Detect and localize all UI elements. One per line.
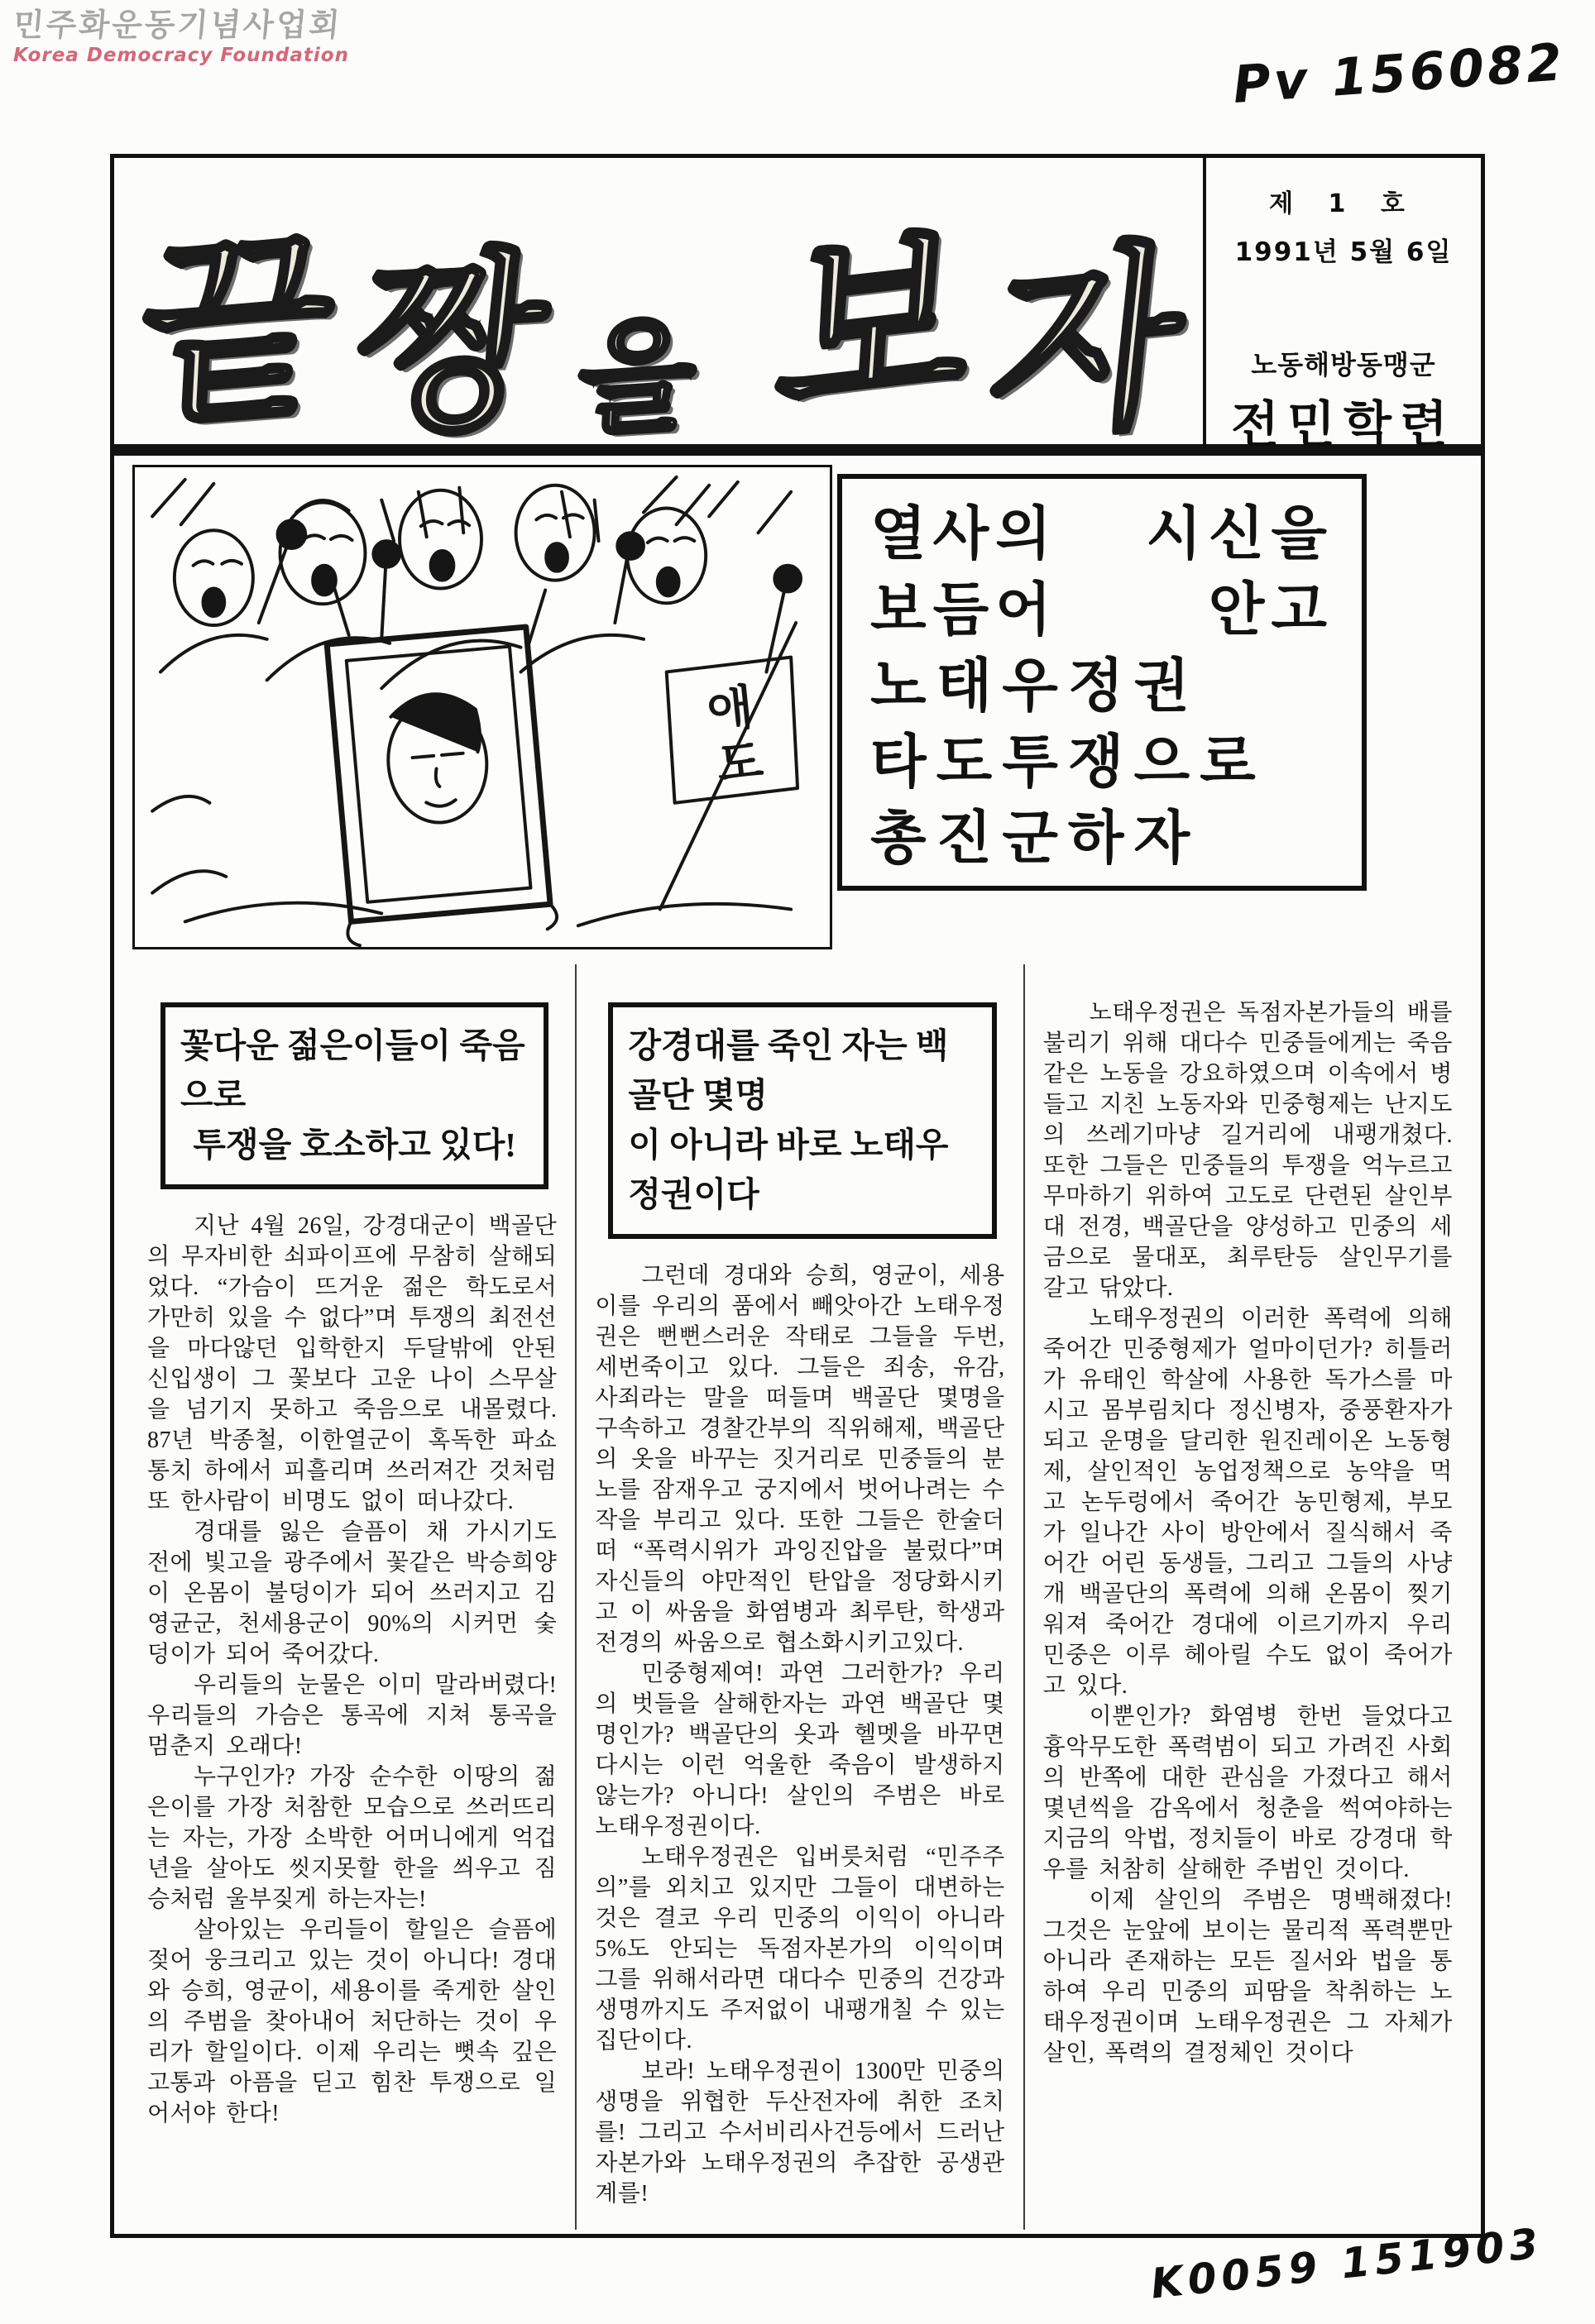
- lead-headline-word: 보듬어: [870, 579, 1058, 643]
- protest-illustration-drawing: [135, 467, 830, 947]
- body-paragraph: 경대를 잃은 슬픔이 채 가시기도 전에 빛고을 광주에서 꽃같은 박승희양이 온몸이 불덩이가 되어 쓰러지고 김영균군, 천세용군이 90%의 시커먼 숯덩이가 되어 죽어갔다.: [147, 1519, 558, 1667]
- lead-headline-line: [870, 497, 1334, 573]
- article-column-1: [129, 964, 575, 2230]
- body-paragraph: 지난 4월 26일, 강경대군이 백골단의 무자비한 쇠파이프에 무참히 살해되었다. “가슴이 뜨거운 젊은 학도로서 가만히 있을 수 없다”며 투쟁의 최전선을 마다않던 입학한지 두달밖에 안된 신입생이 그 꽃보다 고운 나이 스무살을 넘기지 못하고 죽음으로 내몰렸다. 87년 박종철, 이한열군이 혹독한 파쇼통치 하에서 피흘리며 쓰러져간 것처럼 또 한사람이 비명도 없이 떠나갔다.: [147, 1213, 558, 1514]
- masthead-title-char: 짱: [347, 229, 557, 461]
- lead-headline-line: [870, 725, 1334, 801]
- archive-logo-english: Korea Democracy Foundation: [13, 44, 349, 66]
- body-paragraph: 누구인가? 가장 순수한 이땅의 젊은이를 가장 처참한 모습으로 쓰러뜨리는 자는, 가장 소박한 어머니에게 억겁년을 살아도 씻지못할 한을 씌우고 짐승처럼 울부짖게 하는자는!: [147, 1764, 558, 1912]
- masthead-title: [119, 158, 1203, 467]
- column-headline-box: [608, 1002, 996, 1239]
- article-columns: [129, 964, 1471, 2230]
- column-headline-box: [160, 1002, 548, 1189]
- article-column-3: [1023, 964, 1471, 2230]
- lead-headline-line: [870, 649, 1334, 725]
- body-paragraph: 이뿐인가? 화염병 한번 들었다고 흉악무도한 폭력범이 되고 가려진 사회의 반쪽에 대한 관심을 가졌다고 해서 몇년씩을 감옥에서 청춘을 썩여야하는 지금의 악법, 정치들이 바로 강경대 학우를 처참히 살해한 주범인 것이다.: [1042, 1704, 1453, 1882]
- illustration-banner-text: 도: [714, 733, 766, 793]
- archive-logo-korean: 민주화운동기념사업회: [12, 7, 344, 43]
- body-paragraph: 살아있는 우리들이 할일은 슬픔에 젖어 웅크리고 있는 것이 아니다! 경대와 승희, 영균이, 세용이를 죽게한 살인의 주범을 찾아내어 처단하는 것이 우리가 할일이다. 이제 우리는 뼛속 깊은 고통과 아픔을 딛고 힘찬 투쟁으로 일어서야 한다!: [147, 1917, 558, 2126]
- masthead-title-char: 보: [770, 197, 978, 452]
- lead-headline-word: 총진군하자: [870, 807, 1200, 871]
- issue-date: 1991년 5월 6일: [1234, 237, 1453, 267]
- masthead-title-char: 끝: [135, 208, 339, 455]
- org-name-line2: 전민학련: [1231, 396, 1456, 454]
- body-paragraph: 노태우정권은 입버릇처럼 “민주주의”를 외치고 있지만 그들이 대변하는 것은 결코 우리 민중의 이익이 아니라 5%도 안되는 독점자본가의 이익이며 그를 위해서라면 대다수 민중의 건강과 생명까지도 주저없이 내팽개칠 수 있는 집단이다.: [595, 1844, 1005, 2054]
- illustration-banner-text: 애: [704, 679, 756, 739]
- body-paragraph: 이제 살인의 주범은 명백해졌다! 그것은 눈앞에 보이는 물리적 폭력뿐만 아니라 존재하는 모든 질서와 법을 통하여 우리 민중의 피땀을 착취하는 노태우정권이며 노태우정권은 그 자체가 살인, 폭력의 결정체인 것이다: [1042, 1887, 1453, 2066]
- masthead-title-char: 자: [980, 219, 1194, 467]
- body-paragraph: 우리들의 눈물은 이미 말라버렸다! 우리들의 가슴은 통곡에 지쳐 통곡을 멈춘지 오래다!: [147, 1672, 558, 1759]
- lead-headline-line: [870, 573, 1334, 649]
- column-headline-line: 꽃다운 젊은이들이 죽음으로: [180, 1026, 525, 1114]
- issue-number: 제 1 호: [1269, 189, 1418, 218]
- masthead-issue-block: [1203, 158, 1481, 454]
- protest-illustration: [132, 465, 832, 949]
- column-headline-line: 이 아니라 바로 노태우정권이다: [628, 1126, 949, 1213]
- lead-headline-box: [837, 474, 1367, 891]
- body-paragraph: 노태우정권의 이러한 폭력에 의해 죽어간 민중형제가 얼마이던가? 히틀러가 유태인 학살에 사용한 독가스를 마시고 몸부림치다 정신병자, 중풍환자가 되고 운명을 달리한 원진레이온 노동형제, 살인적인 농업정책으로 농약을 먹고 논두렁에서 죽어간 농민형제, 부모가 일나간 사이 방안에서 질식해서 죽어간 어린 동생들, 그리고 그들의 사냥개 백골단의 폭력에 의해 온몸이 찢기워져 죽어간 경대에 이르기까지 우리 민중은 이루 헤아릴 수도 없이 죽어가고 있다.: [1042, 1306, 1453, 1699]
- lead-headline-word: 타도투쟁으로: [870, 731, 1266, 795]
- lead-headline-word: 안고: [1208, 579, 1334, 643]
- body-paragraph: 보라! 노태우정권이 1300만 민중의 생명을 위협한 두산전자에 취한 조치를! 그리고 수서비리사건등에서 드러난 자본가와 노태우정권의 추잡한 공생관계를!: [595, 2059, 1005, 2207]
- archive-logo: [13, 8, 349, 66]
- handwritten-registration-number: Pv 156082: [1230, 31, 1568, 115]
- masthead-title-char: 을: [574, 304, 699, 452]
- lead-headline-word: 열사의: [870, 503, 1058, 567]
- lead-headline-word: 시신을: [1146, 503, 1334, 567]
- body-paragraph: 노태우정권은 독점자본가들의 배를 불리기 위해 대다수 민중들에게는 죽음같은 노동을 강요하였으며 이속에서 병들고 지친 노동자와 민중형제는 난지도의 쓰레기마냥 길거리에 내팽개쳤다. 또한 그들은 민중들의 투쟁을 억누르고 무마하기 위하여 고도로 단련된 살인부대 전경, 백골단을 양성하고 민중의 세금으로 물대포, 최루탄등 살인무기를 갈고 닦았다.: [1042, 1000, 1453, 1301]
- article-column-2: [575, 964, 1023, 2230]
- lead-headline-line: [870, 801, 1334, 877]
- body-paragraph: 민중형제여! 과연 그러한가? 우리의 벗들을 살해한자는 과연 백골단 몇명인가? 백골단의 옷과 헬멧을 바꾸면 다시는 이런 억울한 죽음이 발생하지 않는가? 아니다! 살인의 주범은 바로 노태우정권이다.: [595, 1661, 1005, 1839]
- body-paragraph: 그런데 경대와 승희, 영균이, 세용이를 우리의 품에서 빼앗아간 노태우정권은 뻔뻔스러운 작태로 그들을 두번, 세번죽이고 있다. 그들은 죄송, 유감, 사죄라는 말을 떠들며 백골단 몇명을 구속하고 경찰간부의 직위해제, 백골단의 옷을 바꾸는 짓거리로 민중들의 분노를 잠재우고 궁지에서 벗어나려는 수작을 부리고 있다. 또한 그들은 한술더 떠 “폭력시위가 과잉진압을 불렀다”며 자신들의 야만적인 탄압을 정당화시키고 이 싸움을 화염병과 최루탄, 학생과 전경의 싸움으로 협소화시키고있다.: [595, 1263, 1005, 1656]
- column-headline-line: 투쟁을 호소하고 있다!: [193, 1126, 516, 1164]
- column-headline-line: 강경대를 죽인 자는 백골단 몇명: [628, 1026, 949, 1114]
- handwritten-catalog-number: K0059 151903: [1148, 2219, 1545, 2308]
- masthead: [114, 158, 1481, 467]
- page-frame: [110, 154, 1485, 2238]
- lead-headline-word: 노태우정권: [870, 655, 1200, 719]
- org-name-line1: 노동해방동맹군: [1251, 349, 1436, 380]
